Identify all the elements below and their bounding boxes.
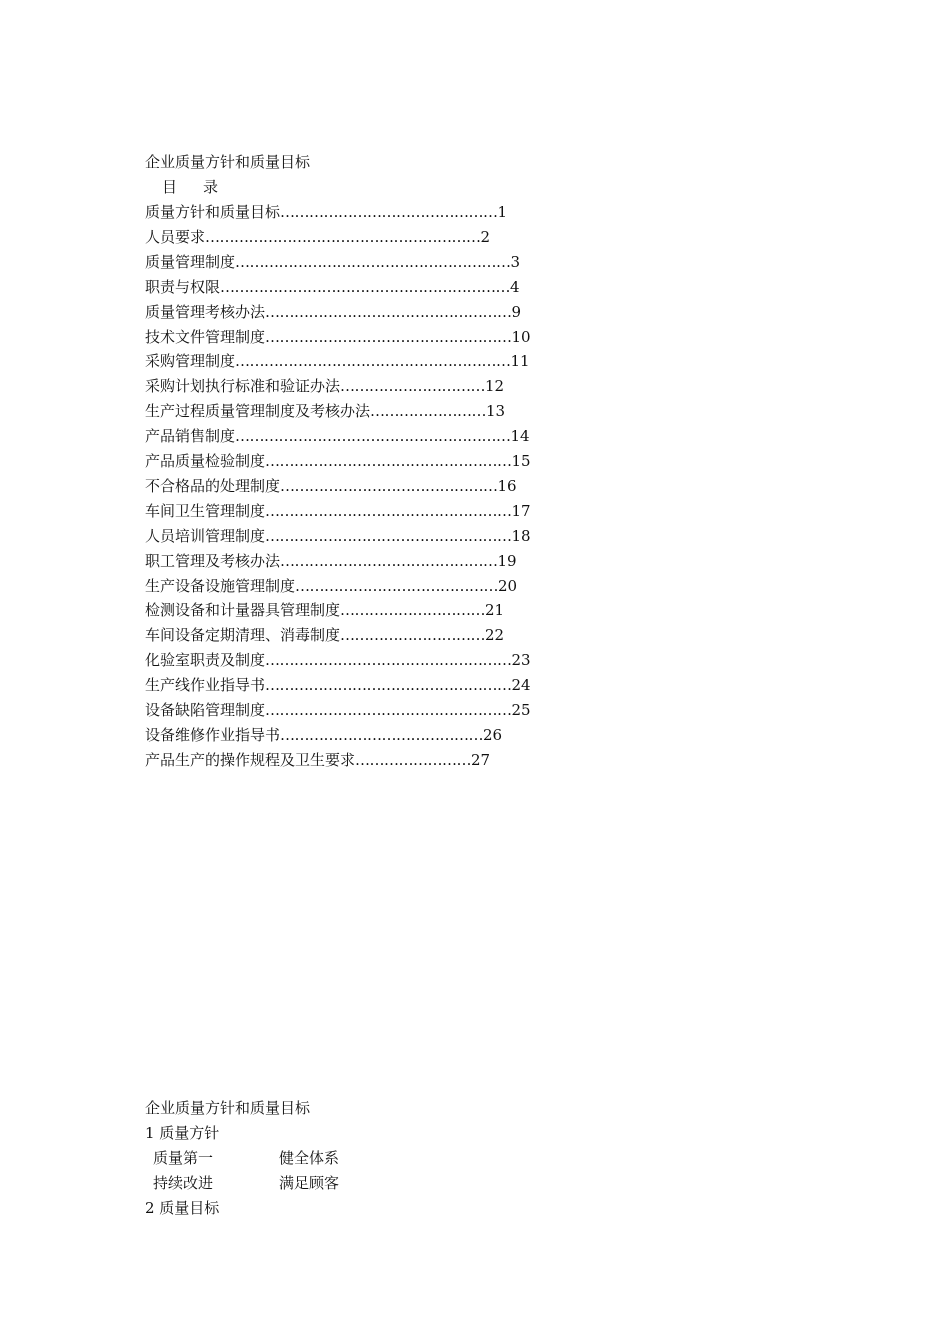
toc-entry-page: 17 bbox=[511, 501, 531, 520]
toc-entry-leader: …………………… bbox=[355, 750, 472, 769]
toc-entry-page: 16 bbox=[497, 476, 517, 495]
toc-entry-page: 4 bbox=[510, 277, 520, 296]
toc-entry[interactable] bbox=[145, 227, 490, 247]
toc-entry[interactable] bbox=[145, 576, 517, 596]
toc-entry-page: 2 bbox=[480, 227, 491, 246]
toc-entry[interactable] bbox=[145, 426, 530, 446]
toc-entry-label: 产品销售制度 bbox=[145, 427, 236, 446]
toc-entry-label: 质量管理考核办法 bbox=[145, 302, 266, 321]
toc-entry[interactable] bbox=[145, 675, 531, 695]
policy-item: 质量第一 bbox=[153, 1149, 214, 1167]
toc-entry-label: 生产线作业指导书 bbox=[145, 676, 266, 695]
toc-heading-part-2: 录 bbox=[203, 178, 219, 196]
toc-entry-leader: …………………………………………………… bbox=[220, 277, 511, 296]
toc-entry-page: 18 bbox=[511, 526, 531, 545]
toc-entry-page: 13 bbox=[486, 402, 506, 421]
toc-entry-leader: …………………………………………… bbox=[265, 501, 512, 520]
toc-entry-page: 11 bbox=[510, 352, 530, 371]
toc-entry-label: 质量管理制度 bbox=[145, 252, 236, 271]
toc-entry-page: 15 bbox=[511, 452, 531, 470]
policy-heading: 1 质量方针 bbox=[145, 1124, 220, 1142]
toc-entry-leader: …………………………………………… bbox=[265, 452, 512, 470]
toc-entry-leader: ………………………………………………… bbox=[235, 252, 511, 271]
toc-entry-page: 27 bbox=[471, 750, 491, 769]
toc-entry-leader: …………………………………………… bbox=[265, 651, 512, 670]
toc-entry-label: 不合格品的处理制度 bbox=[145, 476, 281, 495]
toc-entry-label: 检测设备和计量器具管理制度 bbox=[145, 601, 341, 620]
toc-entry-page: 19 bbox=[497, 551, 517, 570]
toc-entry-page: 23 bbox=[511, 651, 531, 670]
toc-entry[interactable] bbox=[145, 252, 520, 272]
toc-entry-leader: ………………………… bbox=[340, 601, 486, 620]
toc-entry-leader: …………………………………………… bbox=[265, 676, 512, 695]
toc-entry-leader: ………………………… bbox=[340, 377, 486, 396]
toc-entry[interactable] bbox=[145, 327, 531, 347]
policy-item: 满足顾客 bbox=[279, 1174, 340, 1192]
toc-entry-label: 设备维修作业指导书 bbox=[145, 725, 281, 744]
toc-entry-leader: …………………… bbox=[370, 402, 487, 421]
toc-entry-label: 职责与权限 bbox=[145, 277, 221, 296]
toc-entry-leader: …………………………………………… bbox=[265, 701, 512, 719]
toc-entry-page: 12 bbox=[485, 377, 505, 396]
toc-entry[interactable] bbox=[145, 277, 520, 297]
toc-entry-page: 9 bbox=[511, 302, 522, 321]
toc-entry[interactable] bbox=[145, 526, 531, 546]
toc-entry-leader: …………………………………………… bbox=[265, 327, 512, 346]
toc-entry-label: 采购计划执行标准和验证办法 bbox=[145, 377, 341, 396]
toc-entry-page: 1 bbox=[497, 203, 508, 221]
toc-entry[interactable] bbox=[145, 376, 504, 396]
toc-entry-leader: …………………………………………… bbox=[265, 302, 512, 321]
toc-entry[interactable] bbox=[145, 302, 521, 322]
toc-entry[interactable] bbox=[145, 625, 504, 645]
toc-entry[interactable] bbox=[145, 700, 531, 720]
toc-entry-page: 14 bbox=[510, 427, 530, 446]
toc-entry-page: 10 bbox=[511, 327, 531, 346]
toc-entry-label: 产品生产的操作规程及卫生要求 bbox=[145, 750, 356, 769]
toc-entry-page: 20 bbox=[498, 576, 518, 595]
toc-entry[interactable] bbox=[145, 351, 530, 371]
toc-entry-leader: …………………………………… bbox=[280, 725, 484, 744]
toc-entry-label: 产品质量检验制度 bbox=[145, 452, 266, 470]
toc-entry[interactable] bbox=[145, 725, 502, 745]
toc-entry-leader: …………………………………… bbox=[295, 576, 499, 595]
toc-entry-label: 化验室职责及制度 bbox=[145, 651, 266, 670]
toc-entry-leader: ………………………… bbox=[340, 626, 486, 645]
toc-entry-label: 人员要求 bbox=[145, 227, 206, 246]
toc-entry-leader: ……………………………………… bbox=[280, 476, 498, 495]
toc-entry[interactable] bbox=[145, 401, 505, 421]
toc-entry-leader: ………………………………………………… bbox=[235, 352, 511, 371]
toc-entry-page: 26 bbox=[483, 725, 503, 744]
policy-item: 持续改进 bbox=[153, 1174, 214, 1192]
toc-entry-leader: …………………………………………… bbox=[265, 526, 512, 545]
toc-entry-leader: ………………………………………………… bbox=[235, 427, 511, 446]
toc-entry-label: 技术文件管理制度 bbox=[145, 327, 266, 346]
toc-entry-label: 车间卫生管理制度 bbox=[145, 501, 266, 520]
toc-entry-label: 职工管理及考核办法 bbox=[145, 551, 281, 570]
toc-entry-label: 质量方针和质量目标 bbox=[145, 203, 281, 221]
section-title: 企业质量方针和质量目标 bbox=[145, 1099, 311, 1117]
toc-entry-label: 设备缺陷管理制度 bbox=[145, 701, 266, 719]
toc-entry[interactable] bbox=[145, 650, 531, 670]
toc-entry[interactable] bbox=[145, 501, 531, 521]
toc-entry[interactable] bbox=[145, 476, 517, 496]
objective-heading: 2 质量目标 bbox=[145, 1199, 220, 1217]
toc-entry-page: 21 bbox=[485, 601, 505, 620]
toc-entry-page: 25 bbox=[511, 701, 531, 719]
toc-heading bbox=[162, 177, 218, 197]
toc-entry-page: 3 bbox=[510, 252, 521, 271]
toc-heading-part-1: 目 bbox=[162, 178, 178, 196]
doc-title: 企业质量方针和质量目标 bbox=[145, 153, 311, 171]
toc-entry-page: 22 bbox=[485, 626, 505, 645]
toc-entry-leader: ……………………………………… bbox=[280, 203, 498, 221]
toc-entry[interactable] bbox=[145, 750, 490, 770]
toc-entry-label: 人员培训管理制度 bbox=[145, 526, 266, 545]
toc-entry[interactable] bbox=[145, 551, 517, 571]
toc-entry-label: 车间设备定期清理、消毒制度 bbox=[145, 626, 341, 645]
toc-entry-page: 24 bbox=[511, 676, 531, 695]
toc-entry[interactable] bbox=[145, 600, 504, 620]
toc-entry-leader: ………………………………………………… bbox=[205, 227, 481, 246]
toc-entry[interactable] bbox=[145, 202, 507, 222]
toc-entry-label: 采购管理制度 bbox=[145, 352, 236, 371]
policy-item: 健全体系 bbox=[279, 1149, 340, 1167]
toc-entry-leader: ……………………………………… bbox=[280, 551, 498, 570]
toc-entry-label: 生产设备设施管理制度 bbox=[145, 576, 296, 595]
toc-entry-label: 生产过程质量管理制度及考核办法 bbox=[145, 402, 371, 421]
toc-entry[interactable] bbox=[145, 451, 531, 471]
